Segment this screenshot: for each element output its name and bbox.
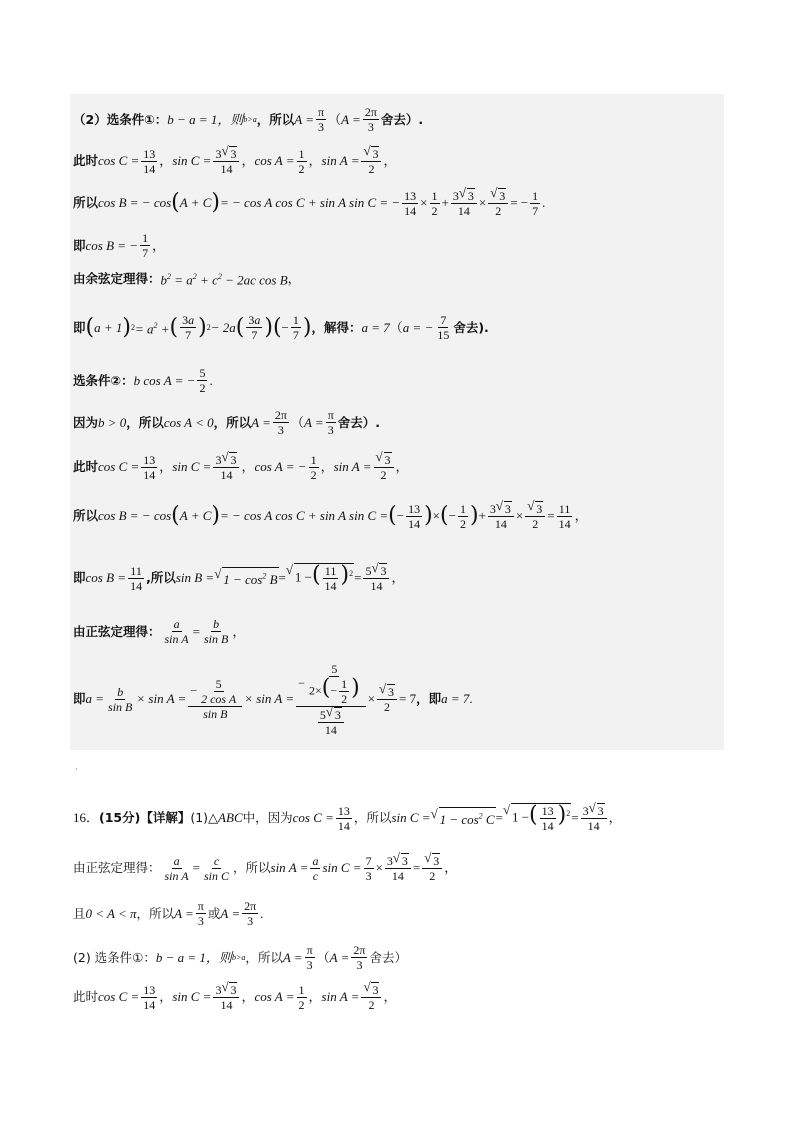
suoyi-sinB: ,所以 (146, 570, 176, 585)
suoyi-comma: ，所以 (213, 414, 252, 430)
q16-score: (15分)【详解】 (99, 810, 191, 825)
cosine-law-label: 由余弦定理得： (73, 270, 161, 286)
q16-so: ，所以 (233, 860, 271, 875)
line-cond1: （2）选条件①： b − a = 1，则 b>a ，所以 A = $\frac{\pi}{3}$ （ A = $\frac{2\pi}{3}$ 舍去）. (73, 105, 424, 134)
cond1-equation: b − a = 1，则 (167, 111, 244, 127)
q16-line-5: 此时 cos C = $\frac{13}{14}$ ， sin C = $\frac{3√ 3}{14}$ ， cos A = $\frac{1}{2}$ ， sin A = √ $\frac{3}{2}$ ， (73, 982, 396, 1012)
q16-ci-shi: 此时 (73, 989, 99, 1004)
separator-dot: · (75, 765, 78, 774)
q16-so: ，所以 (353, 810, 392, 825)
ji-label: 即 (73, 570, 86, 585)
ci-shi-label: 此时 (73, 459, 99, 474)
ji-label: 即 (73, 691, 86, 706)
cond2-tail: 舍去）. (337, 414, 381, 430)
line-solve-a: 即 ( a + 1 ) 2 = $a^2$ + ( $\frac{3a}{7}$ ) 2 − 2a ( $\frac{3a}{7}$ ) ( − $\frac{1}{7}$ ) ，解得： a = 7 （ a = − $\frac{7}{15}$ 舍去). (73, 313, 489, 342)
line-cosine-law: 由余弦定理得： $b^2 = a^2 + c^2 - 2ac$ cos B ， (73, 270, 301, 288)
q16-line-3: 且 0 < A < π ，所以 A = $\frac{\pi}{3}$ 或 A = $\frac{2\pi}{3}$ . (73, 899, 264, 928)
line-values-1: 此时 cos C = $\frac{13}{14}$ ， sin C = $\frac{3√ 3}{14}$ ， cos A = $\frac{1}{2}$ ， sin A = √ $\frac{3}{2}$ ， (73, 146, 396, 176)
q16-part1: (1) (190, 810, 209, 825)
cond1-b-gt-a: b>a (243, 114, 257, 124)
ji-label: 即 (73, 319, 86, 335)
q16-part2: (2) 选条件①： (73, 949, 156, 965)
q16-b-gt-a: b>a (231, 952, 246, 962)
suoyi-label: 所以 (73, 195, 99, 210)
line-cosB-2: 所以 cos B = − cos ( A + C ) = − cos A cos C + sin A sin C = ( − $\frac{13}{14}$ ) × ( − $\frac{1}{2}$ ) + $\frac{3√ 3}{14}$ × √ $\frac{3}{2}$ = $\frac{11}{14}$ ， (73, 501, 588, 531)
line-sinB: 即 cos B = $\frac{11}{14}$ ,所以 sin B = √ $1 - \cos^2 B$ = √ 1 −( $\frac{11}{14}$ )$^2$ = $\frac{5√ 3}{14}$ ， (73, 563, 405, 593)
q16-line-4: (2) 选条件①： b − a = 1，则 b>a ，所以 A = $\frac{\pi}{3}$ （ A = $\frac{2\pi}{3}$ 舍去） (73, 943, 407, 972)
line-sine-law: 由正弦定理得： $\frac{a}{\text{sin A}}$ = $\frac{b}{\text{sin B}}$ ， (73, 617, 246, 646)
suoyi-label: 所以 (73, 508, 99, 523)
line-cosB-1: 所以 cos B = − cos ( A + C ) = − cos A cos C + sin A sin C = − $\frac{13}{14}$ × $\frac{1}{2}$ + $\frac{3√ 3}{14}$ × √ $\frac{3}{2}$ = − $\frac{1}{7}$ . (73, 188, 545, 218)
final-ji: ，即 (416, 691, 442, 706)
q16-line-1: 16． (15分)【详解】 (1) △ABC 中，因为 cos C = $\frac{13}{14}$ ，所以 sin C = √ $1 - \cos^2 C$ = √ 1 −( $\frac{13}{14}$ )$^2$ = $\frac{3√ 3}{14}$ ， (73, 803, 622, 833)
cond1-tail: 舍去）. (380, 111, 424, 127)
q16-so: ，所以 (136, 905, 175, 921)
q16-sine-law: 由正弦定理得： (73, 860, 161, 875)
cond1-so: ，所以 (256, 111, 295, 127)
q16-so2: ，所以 (245, 949, 283, 965)
q16-or: 或 (207, 905, 221, 921)
line-cond2: 选条件②： b cos A = − $\frac{5}{2}$ . (73, 366, 213, 395)
q16-number: 16． (73, 810, 100, 825)
cond2-reason-label: 因为 (73, 414, 99, 430)
cond2-label: 选条件②： (73, 372, 134, 388)
q16-cond1: b − a = 1，则 (155, 949, 232, 965)
q16-tail: 舍去） (369, 949, 407, 965)
ji-label: 即 (73, 237, 86, 253)
q16-abc: 中，因为 (242, 810, 293, 825)
suoyi-comma: ，所以 (126, 414, 164, 430)
jiede-tail: 舍去). (453, 319, 489, 335)
ci-shi-label: 此时 (73, 153, 99, 168)
q16-line-2: 由正弦定理得： $\frac{a}{\text{sin A}}$ = $\frac{c}{\text{sin C}}$ ，所以 sin A = $\frac{a}{c}$ sin C = $\frac{7}{3}$ × $\frac{3√ 3}{14}$ = √ $\frac{3}{2}$ ， (73, 853, 457, 883)
line-cond2-reason: 因为 b > 0 ，所以 cos A < 0 ，所以 A = $\frac{2\pi}{3}$ （ A = $\frac{\pi}{3}$ 舍去）. (73, 408, 381, 437)
line-values-2: 此时 cos C = $\frac{13}{14}$ ， sin C = $\frac{3√ 3}{14}$ ， cos A = − $\frac{1}{2}$ ， sin A = √ $\frac{3}{2}$ ， (73, 452, 409, 482)
q16-range: 且 (73, 905, 86, 921)
line-final-a: 即 a = $\frac{b}{\text{sin B}}$ × sin A = − $\frac{5}{\text{2 cos A}}$ sin B × sin A = − 5 2×(− $\frac{1}{2}$ ) $\frac{5√ 3}{14}$ × √ $\frac{3}{2}$ = 7 ，即 a = 7 . (73, 656, 473, 742)
sine-law-label: 由正弦定理得： (73, 623, 161, 639)
line-ji-cosB: 即 cos B = − $\frac{1}{7}$ ， (73, 231, 166, 260)
jiede-label: ，解得： (311, 319, 362, 335)
cond1-label: （2）选条件①： (73, 111, 168, 127)
